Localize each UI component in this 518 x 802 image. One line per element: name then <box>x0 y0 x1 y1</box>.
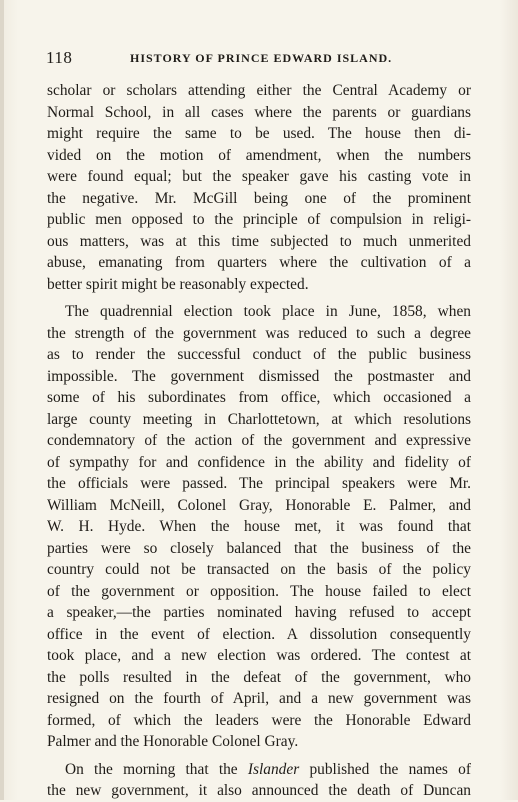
paragraph-3 <box>47 759 471 802</box>
text-line: some of his subordinates from office, which occasioned a <box>47 389 471 406</box>
text-line: the officials were passed. The principal speakers were Mr. <box>47 475 471 492</box>
text-line: ous matters, was at this time subjected to much unmerited <box>47 232 471 250</box>
paragraph-1 <box>47 80 471 295</box>
text-line: condemnatory of the action of the government and expressive <box>47 432 471 449</box>
text-line: William McNeill, Colonel Gray, Honorable E. Palmer, and <box>47 496 471 514</box>
text-line: a speaker,—the parties nominated having refused to accept <box>47 604 471 621</box>
page-edge <box>0 0 4 800</box>
text-line: might require the same to be used. The house then di- <box>47 125 471 142</box>
text-line <box>47 759 471 781</box>
text-line: the strength of the government was reduced to such a degree <box>47 324 471 342</box>
paragraph-2 <box>47 301 471 753</box>
text-line: Palmer and the Honorable Colonel Gray. <box>47 733 299 750</box>
text-line: vided on the motion of amendment, when the numbers <box>47 146 471 164</box>
text-line: were found equal; but the speaker gave his casting vote in <box>47 168 471 185</box>
text-line: as to render the successful conduct of the public business <box>47 346 471 363</box>
text-line: scholar or scholars attending either the Central Academy or <box>47 82 471 99</box>
text-line: W. H. Hyde. When the house met, it was found that <box>47 518 471 535</box>
text-line: the new government, it also announced the death of Duncan <box>47 782 471 799</box>
text-line: country could not be transacted on the basis of the policy <box>47 561 471 578</box>
text-line: took place, and a new election was ordered. The contest at <box>47 647 471 664</box>
text-line: formed, of which the leaders were the Honorable Edward <box>47 711 471 729</box>
text-fragment: published the names of <box>299 760 471 778</box>
text-line: large county meeting in Charlottetown, at which resolutions <box>47 410 471 428</box>
text-line: resigned on the fourth of April, and a new government was <box>47 690 471 707</box>
newspaper-name: Islander <box>247 760 300 778</box>
text-fragment: On the morning that the <box>65 760 248 778</box>
text-line: parties were so closely balanced that the business of the <box>47 539 471 557</box>
text-line: The quadrennial election took place in June, 1858, when <box>65 303 471 320</box>
text-line: Normal School, in all cases where the parents or guardians <box>47 103 471 121</box>
text-line: better spirit might be reasonably expected. <box>47 275 309 293</box>
text-line: the polls resulted in the defeat of the government, who <box>47 668 471 686</box>
text-line: of the government or opposition. The house failed to elect <box>47 582 471 600</box>
page-number: 118 <box>46 48 73 67</box>
text-line: public men opposed to the principle of compulsion in religi- <box>47 211 471 228</box>
text-line: office in the event of election. A dissolution consequently <box>47 625 471 643</box>
page-header <box>46 48 470 70</box>
text-line: impossible. The government dismissed the postmaster and <box>47 367 471 385</box>
text-line: abuse, emanating from quarters where the cultivation of a <box>47 254 471 271</box>
text-line: of sympathy for and confidence in the ability and fidelity of <box>47 453 471 471</box>
body-text <box>47 80 471 802</box>
running-head: HISTORY OF PRINCE EDWARD ISLAND. <box>130 51 393 65</box>
text-line: the negative. Mr. McGill being one of the prominent <box>47 189 471 207</box>
